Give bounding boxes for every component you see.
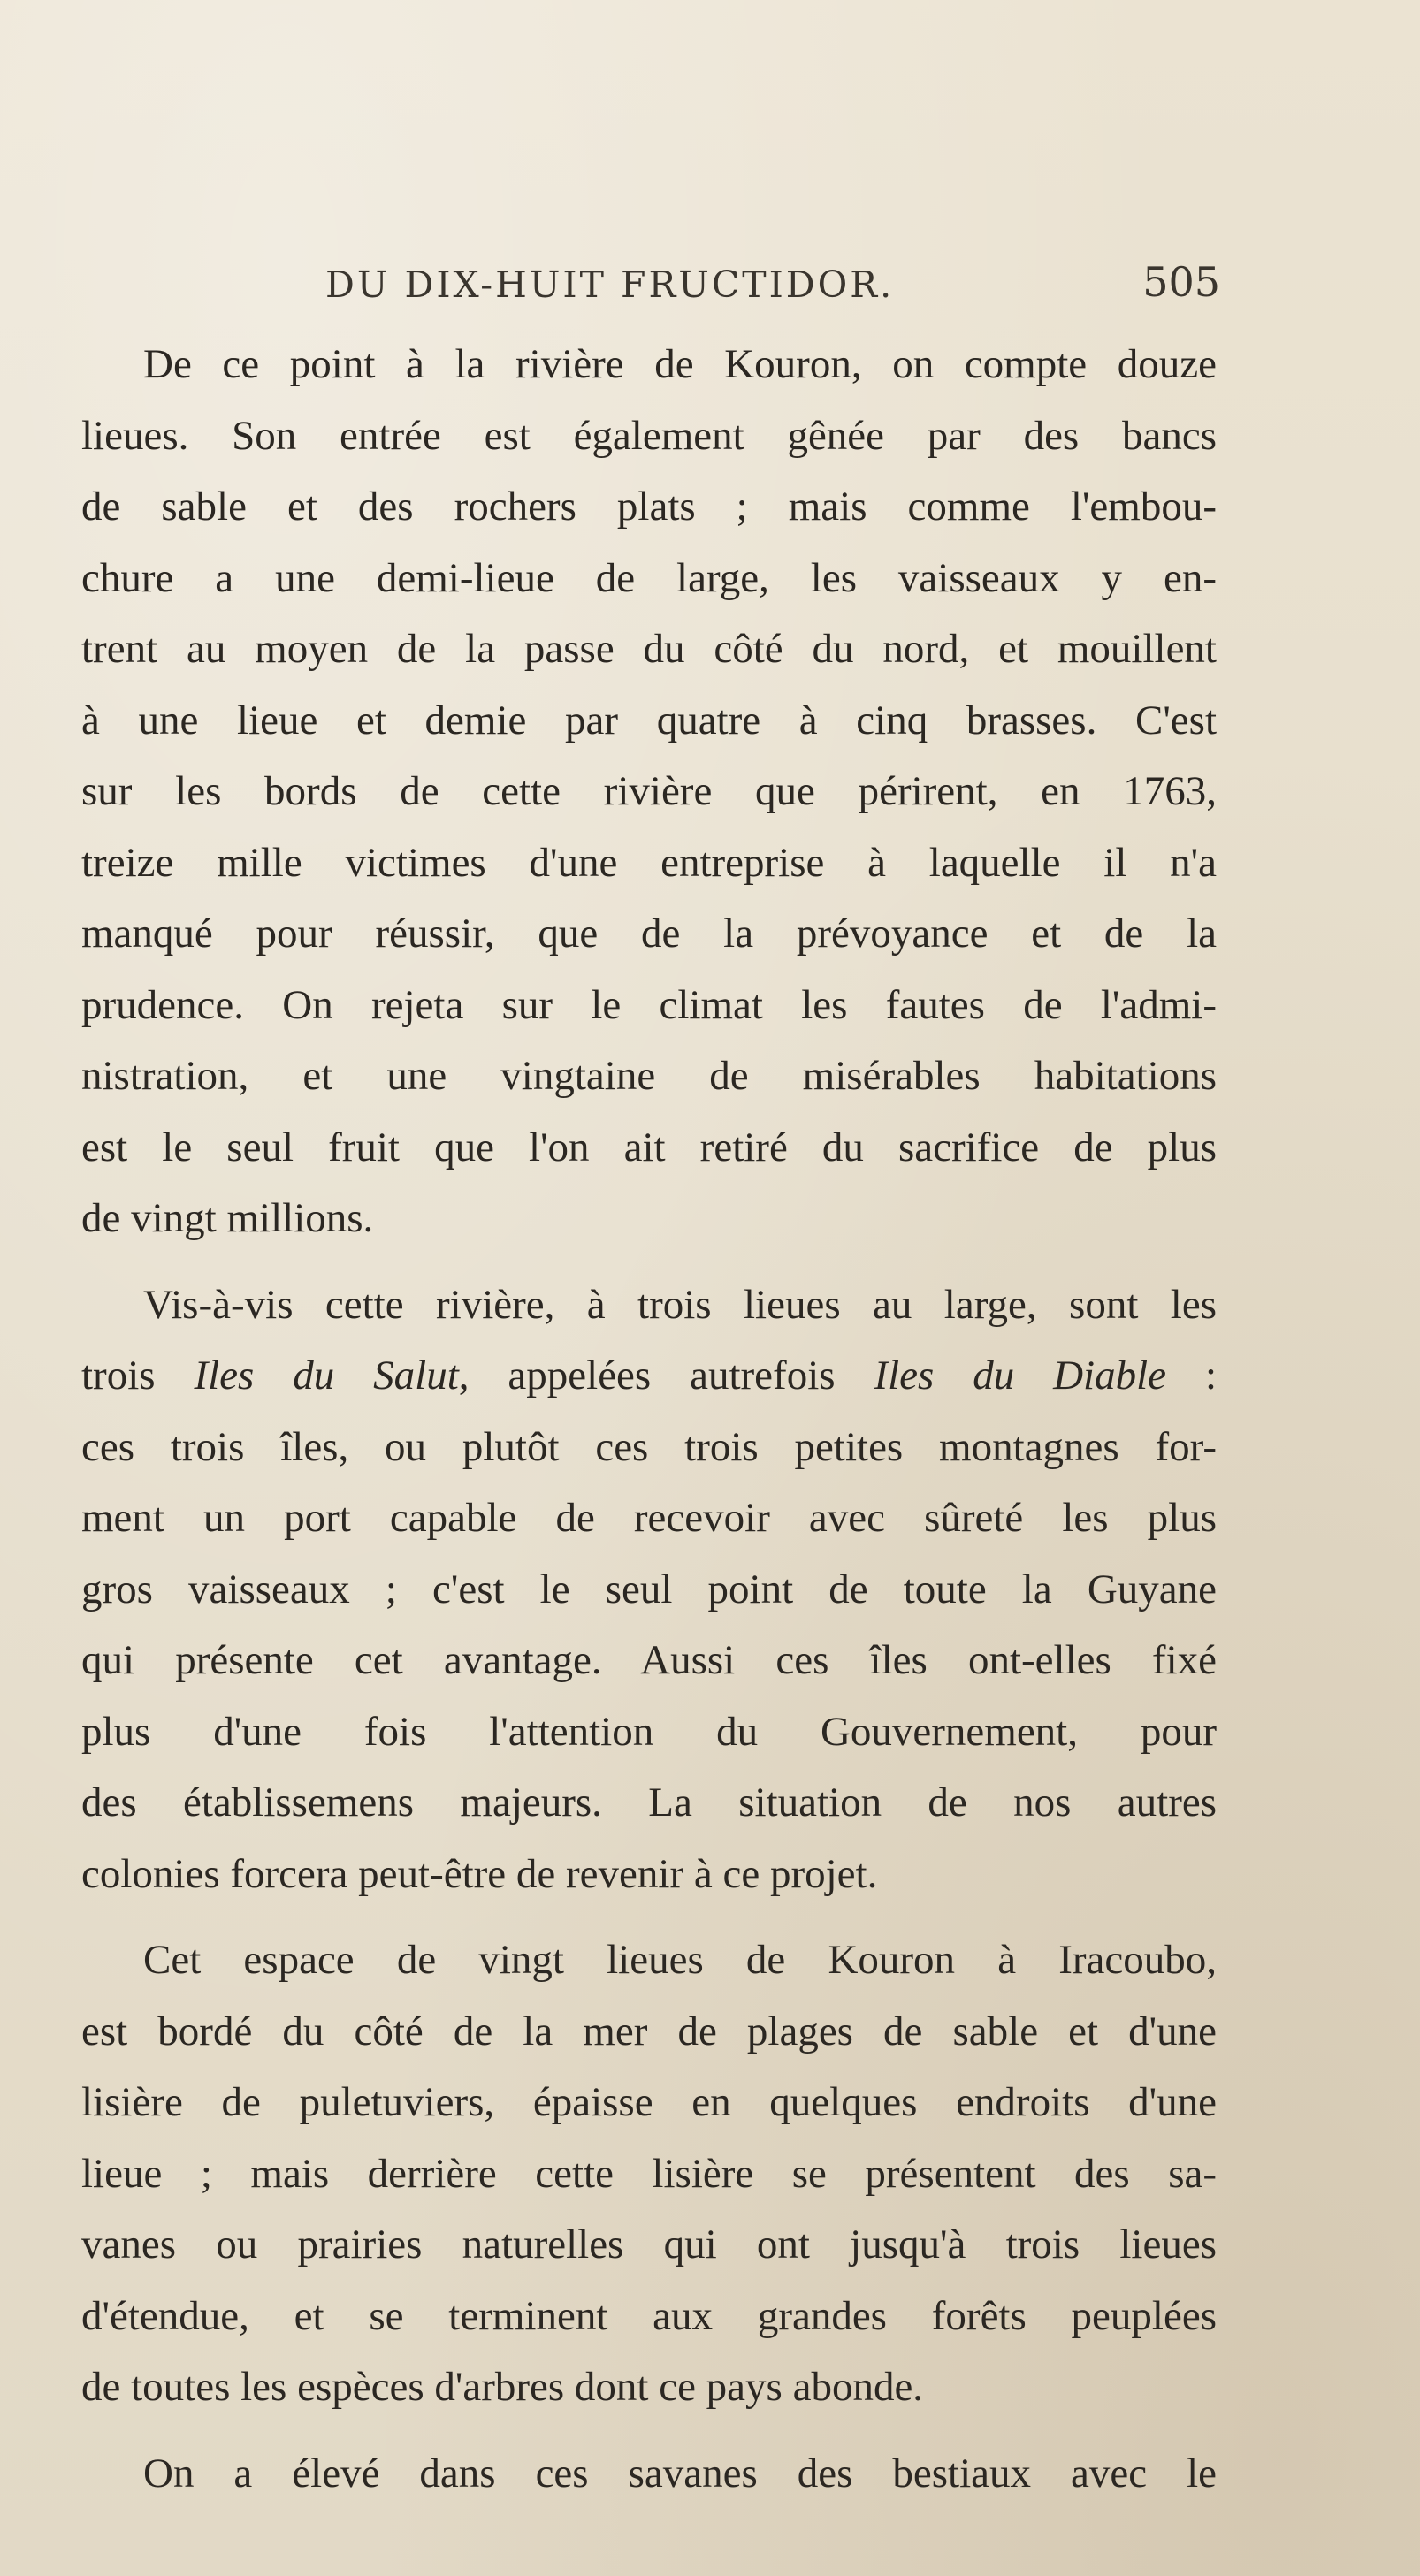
text-line: Cet espace de vingt lieues de Kouron à Iracoubo,: [143, 1937, 1217, 1983]
text-line: est bordé du côté de la mer de plages de sable et d'une: [81, 2008, 1217, 2054]
text-line: d'étendue, et se terminent aux grandes forêts peuplées: [81, 2292, 1217, 2339]
text-line: ces trois îles, ou plutôt ces trois petites montagnes for-: [81, 1423, 1217, 1470]
line-text-segment: :: [1166, 1353, 1218, 1399]
text-line: manqué pour réussir, que de la prévoyance et de la: [81, 911, 1217, 956]
body-text: [81, 329, 1217, 2509]
text-line: nistration, et une vingtaine de misérables habitations: [81, 1053, 1217, 1099]
paragraph-2: [81, 1269, 1217, 1910]
text-line: trent au moyen de la passe du côté du nord, et mouillent: [81, 626, 1217, 672]
text-line: des établissemens majeurs. La situation de nos autres: [81, 1780, 1217, 1825]
text-line: lisière de puletuviers, épaisse en quelques endroits d'une: [81, 2079, 1217, 2125]
text-line: treize mille victimes d'une entreprise à laquelle il n'a: [81, 839, 1217, 886]
text-line: à une lieue et demie par quatre à cinq brasses. C'est: [81, 697, 1217, 743]
text-line: vanes ou prairies naturelles qui ont jusqu'à trois lieues: [81, 2222, 1217, 2267]
text-line: lieue ; mais derrière cette lisière se présentent des sa-: [81, 2150, 1217, 2197]
paragraph-1: [81, 329, 1217, 1254]
running-head: [80, 258, 1220, 311]
text-line: On a élevé dans ces savanes des bestiaux avec le: [143, 2450, 1217, 2496]
text-line-with-italics: [81, 1340, 1217, 1412]
text-line: sur les bords de cette rivière que périrent, en 1763,: [81, 768, 1217, 814]
text-line: qui présente cet avantage. Aussi ces îles ont-elles fixé: [81, 1637, 1217, 1683]
text-line: gros vaisseaux ; c'est le seul point de toute la Guyane: [81, 1566, 1217, 1612]
italic-place-name: Iles du Diable: [874, 1353, 1167, 1399]
line-text-segment: trois: [81, 1353, 195, 1399]
text-line: de vingt millions.: [81, 1195, 374, 1241]
line-text-segment: , appelées autrefois: [458, 1353, 874, 1399]
text-line: de toutes les espèces d'arbres dont ce pays abonde.: [81, 2364, 924, 2410]
text-line: ment un port capable de recevoir avec sûreté les plus: [81, 1495, 1217, 1541]
page-number: 505: [1142, 258, 1220, 306]
paragraph-4: [81, 2438, 1217, 2510]
text-line: prudence. On rejeta sur le climat les fautes de l'admi-: [81, 981, 1217, 1028]
text-line: de sable et des rochers plats ; mais comme l'embou-: [81, 484, 1217, 530]
paragraph-3: [81, 1924, 1217, 2423]
text-line: Vis-à-vis cette rivière, à trois lieues au large, sont les: [143, 1281, 1217, 1328]
italic-place-name: Iles du Salut: [194, 1353, 459, 1399]
running-title: DU DIX-HUIT FRUCTIDOR.: [325, 263, 895, 306]
text-line: est le seul fruit que l'on ait retiré du sacrifice de plus: [81, 1124, 1217, 1170]
text-line: colonies forcera peut-être de revenir à ce projet.: [81, 1850, 878, 1897]
text-line: De ce point à la rivière de Kouron, on compte douze: [143, 341, 1217, 387]
text-line: chure a une demi-lieue de large, les vaisseaux y en-: [81, 554, 1217, 601]
text-line: plus d'une fois l'attention du Gouvernement, pour: [81, 1708, 1217, 1755]
text-line: lieues. Son entrée est également gênée par des bancs: [81, 412, 1217, 459]
